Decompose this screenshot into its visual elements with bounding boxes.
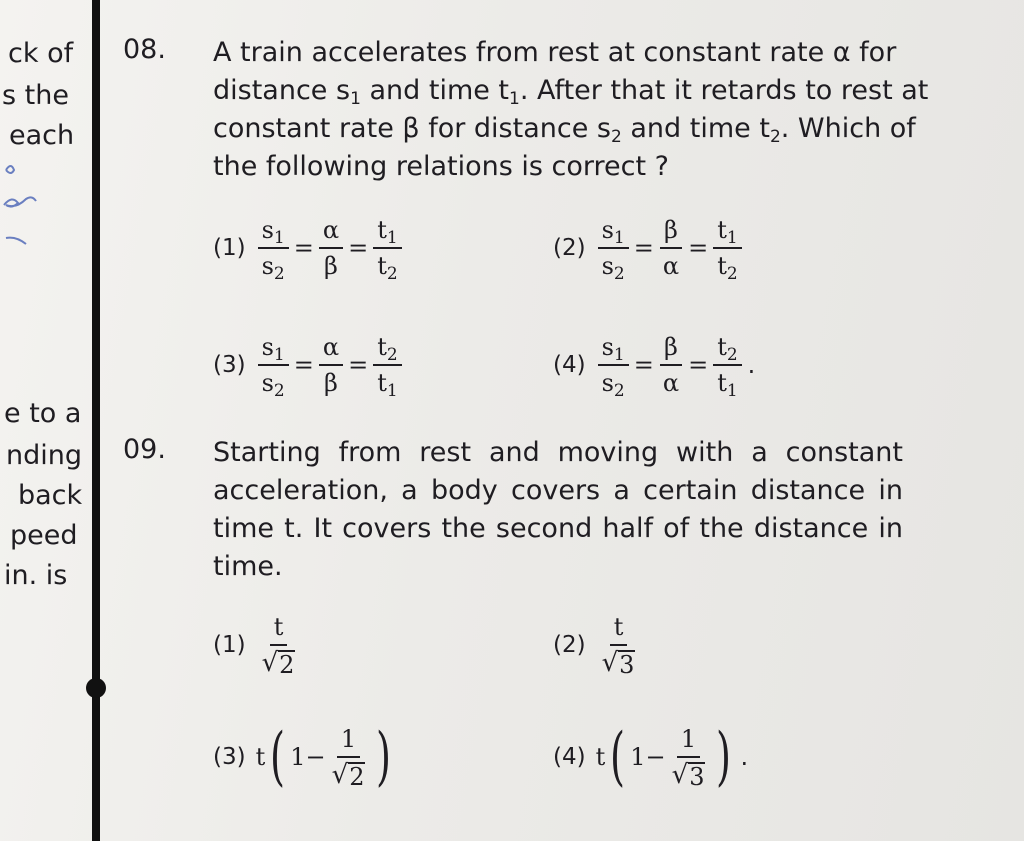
option-label: (4) [553,352,586,378]
numerator: $t_1$ [373,215,401,249]
left-margin-column [0,0,92,841]
fraction [659,215,683,281]
fraction [713,332,741,401]
question-number: 08. [123,34,166,65]
question-line: time. [213,551,283,582]
radicand: 2 [349,763,365,791]
right-paren: ) [376,720,392,794]
denominator: $s_2$ [601,369,625,401]
equals-sign: = [633,351,654,379]
denominator: β [324,252,338,280]
fraction [598,612,640,678]
question-text [213,34,929,186]
numerator: β [660,332,682,366]
equals-sign: = [688,234,709,262]
question-line: distance $s_1$ and time $t_1$. After that it retards to rest at [213,75,929,109]
left-paren: ( [610,720,626,794]
option-1 [213,215,404,284]
square-root [332,760,366,790]
question-number: 09. [123,434,166,465]
equals-sign: = [293,234,314,262]
fraction [258,332,289,401]
denominator: β [324,369,338,397]
question-line: time t. It covers the second half of the distance in [213,513,903,544]
one: 1 [630,743,646,771]
option-label: (1) [213,632,246,658]
page-binding-line [92,0,100,841]
fraction [328,724,370,790]
denominator: $t_2$ [377,252,398,284]
radical-sign: √ [671,760,689,790]
option-1 [213,612,301,678]
denominator: $t_1$ [717,369,738,401]
option-label: (1) [213,235,246,261]
margin-word: e to a [4,398,82,429]
denominator [258,646,300,678]
fraction [319,215,343,281]
fraction [598,215,629,284]
numerator: β [660,215,682,249]
margin-word: peed [10,520,78,551]
period: . [747,351,756,379]
question-line: the following relations is correct ? [213,151,669,182]
fraction [319,332,343,398]
binder-hole [86,678,106,698]
numerator: $s_1$ [258,332,289,366]
denominator [668,758,710,790]
numerator: $t_2$ [713,332,741,366]
fraction [713,215,741,284]
margin-word: each [9,120,75,151]
denominator: $t_1$ [377,369,398,401]
question-line: constant rate β for distance $s_2$ and time $t_2$. Which of [213,113,916,147]
equals-sign: = [348,234,369,262]
numerator: α [319,215,343,249]
radical-sign: √ [331,760,349,790]
fraction [598,332,629,401]
option-3 [213,720,396,794]
fraction [373,332,401,401]
margin-word: back [18,480,83,511]
option-2 [553,612,641,678]
margin-word: s the [2,80,69,111]
fraction [659,332,683,398]
one: 1 [290,743,306,771]
option-label: (2) [553,235,586,261]
denominator: $s_2$ [261,369,285,401]
radicand: 3 [619,651,635,679]
numerator: α [319,332,343,366]
numerator: $s_1$ [258,215,289,249]
numerator: t [270,612,288,646]
option-4 [553,332,756,401]
denominator: $t_2$ [717,252,738,284]
denominator [598,646,640,678]
numerator: 1 [677,724,700,758]
square-root [672,760,706,790]
minus-sign: − [305,743,326,771]
right-paren: ) [716,720,732,794]
period: . [740,743,749,771]
left-paren: ( [270,720,286,794]
denominator: $s_2$ [261,252,285,284]
option-4 [553,720,749,794]
radicand: 2 [279,651,295,679]
numerator: $t_2$ [373,332,401,366]
margin-word: ck of [8,38,74,69]
option-label: (3) [213,744,246,770]
variable-t: t [255,743,266,771]
margin-word: nding [6,440,83,471]
question-line: A train accelerates from rest at constant rate α for [213,37,897,68]
square-root [262,648,296,678]
radical-sign: √ [261,648,279,678]
question-line: acceleration, a body covers a certain distance in [213,475,903,506]
fraction [258,215,289,284]
square-root [602,648,636,678]
numerator: 1 [337,724,360,758]
equals-sign: = [688,351,709,379]
option-2 [553,215,744,284]
option-label: (3) [213,352,246,378]
equals-sign: = [348,351,369,379]
option-label: (4) [553,744,586,770]
fraction [668,724,710,790]
minus-sign: − [645,743,666,771]
radicand: 3 [689,763,705,791]
option-3 [213,332,404,401]
pen-scribble-icon [0,150,70,250]
equals-sign: = [633,234,654,262]
denominator [328,758,370,790]
denominator: α [662,369,680,397]
numerator: $t_1$ [713,215,741,249]
variable-t: t [595,743,606,771]
numerator: t [610,612,628,646]
margin-word: in. is [4,560,68,591]
option-label: (2) [553,632,586,658]
numerator: $s_1$ [598,332,629,366]
numerator: $s_1$ [598,215,629,249]
fraction [258,612,300,678]
denominator: α [662,252,680,280]
question-line: Starting from rest and moving with a constant [213,437,903,468]
denominator: $s_2$ [601,252,625,284]
fraction [373,215,401,284]
question-text [213,434,903,586]
radical-sign: √ [601,648,619,678]
equals-sign: = [293,351,314,379]
